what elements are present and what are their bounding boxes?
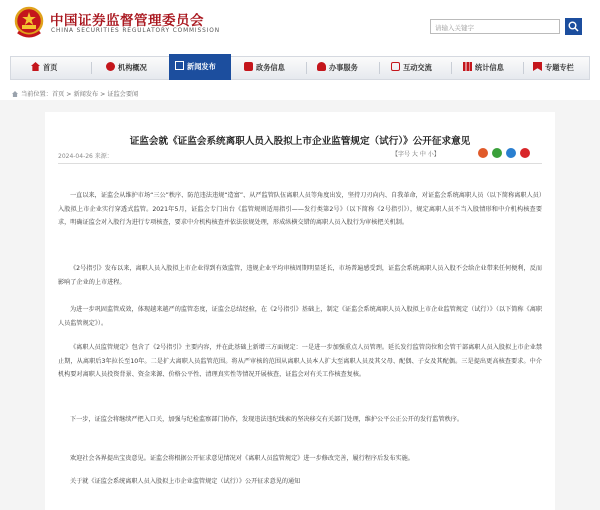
nav-divider bbox=[379, 62, 380, 74]
site-header bbox=[0, 0, 600, 50]
breadcrumb-home-link[interactable]: 首页 bbox=[51, 91, 65, 98]
article-title: 证监会就《证监会系统离职人员入股拟上市企业监管规定（试行）》公开征求意见 bbox=[129, 136, 471, 147]
article-paragraph: 欢迎社会各界提出宝贵意见。证监会将根据公开征求意见情况对《离职人员监管规定》进一步修改完善，履行程序后发布实施。 bbox=[70, 455, 414, 462]
news-icon bbox=[175, 61, 184, 70]
title-divider bbox=[58, 163, 542, 164]
site-title[interactable]: 中国证券监督管理委员会 bbox=[50, 13, 204, 29]
nav-home[interactable]: 首页 bbox=[31, 57, 57, 79]
article-paragraph: 为进一步巩固监管成效，体现越来越严的监管态度，证监会总结经验，在《2号指引》基础上，制定《证监会系统离职人员入股拟上市企业监管规定（试行）》（以下简称《离职人员监管规定》）。 bbox=[58, 306, 542, 327]
nav-statistics[interactable]: 统计信息 bbox=[463, 57, 504, 79]
print-icon[interactable] bbox=[478, 148, 488, 158]
article-date: 2024-04-26 来源： bbox=[58, 153, 113, 160]
bar-chart-icon bbox=[463, 62, 472, 71]
main-nav bbox=[10, 56, 590, 80]
nav-topics[interactable]: 专题专栏 bbox=[533, 57, 574, 79]
nav-news[interactable]: 新闻发布 bbox=[169, 54, 231, 80]
article-paragraph: 一直以来，证监会从维护市场“三公”秩序、防范违法违规“造富”、从严监管队伍离职人员等角度出发，坚持刀刃向内、自我革命，对证监会系统离职人员（以下简称离职人员）入股拟上市企业实行穿透式监管。2021年5月，证监会专门出台《监管规则适用指引——发行类第2号》（以下简称《2号指引》），规定离职人员不当入股情形和中介机构核查要求，明确证监会对入股行为进行专项核查，要求中介机构核查并依法依规处理，形成纵横交错的离职人员入股行为审核把关机制。 bbox=[58, 192, 542, 226]
user-icon bbox=[317, 62, 326, 71]
search-input[interactable]: 请输入关键字 bbox=[430, 19, 560, 34]
article-paragraph: 《离职人员监管规定》包含了《2号指引》主要内容，并在此基础上新增三方面规定：一是进一步加强重点人员管理。延长发行监管岗位和会管干部离职人员入股拟上市企业禁止期，从离职后3年拉长至10年。二是扩大离职人员监管范围。将从严审核的范围从离职人员本人扩大至离职人员及其父母、配偶、子女及其配偶。三是提出更高核查要求。中介机构要对离职人员投资背景、资金来源、价格公平性、清理真实性等情况开展核查，证监会对有关工作核查复核。 bbox=[58, 344, 542, 378]
nav-gov-info[interactable]: 政务信息 bbox=[244, 57, 285, 79]
wechat-share-icon[interactable] bbox=[492, 148, 502, 158]
breadcrumb: 当前位置：首页 > 新闻发布 > 证监会要闻 bbox=[12, 89, 138, 98]
home-icon bbox=[31, 62, 40, 71]
nav-services[interactable]: 办事服务 bbox=[317, 57, 358, 79]
bookmark-icon bbox=[533, 62, 542, 71]
search-button[interactable] bbox=[565, 18, 582, 35]
nav-divider bbox=[523, 62, 524, 74]
article-paragraph: 下一步，证监会将继续严把入口关，加强与纪检监察部门协作，发现违法违纪线索的坚决移交有关部门处理，维护公平公正公开的发行监管秩序。 bbox=[70, 416, 464, 423]
organization-icon bbox=[106, 62, 115, 71]
location-icon bbox=[12, 91, 18, 97]
nav-interaction[interactable]: 互动交流 bbox=[391, 57, 432, 79]
nav-divider bbox=[306, 62, 307, 74]
gov-info-icon bbox=[244, 62, 253, 71]
nav-organization[interactable]: 机构概况 bbox=[106, 57, 147, 79]
nav-divider bbox=[451, 62, 452, 74]
search-icon bbox=[568, 21, 579, 32]
weibo-share-icon[interactable] bbox=[520, 148, 530, 158]
font-size-controls[interactable]: 【字号 大 中 小】 bbox=[392, 151, 440, 158]
site-subtitle: CHINA SECURITIES REGULATORY COMMISSION bbox=[51, 28, 221, 34]
chat-icon bbox=[391, 62, 400, 71]
article-paragraph: 《2号指引》发布以来，离职人员入股拟上市企业得到有效监管，违规企业平均审核周期明显延长，市场普遍感受到，证监会系统离职人员入股不会给企业带来任何便利，反而影响了企业的上市进程。 bbox=[58, 265, 542, 286]
qzone-share-icon[interactable] bbox=[506, 148, 516, 158]
nav-divider bbox=[91, 62, 92, 74]
national-emblem-icon[interactable] bbox=[14, 6, 44, 40]
notice-link[interactable]: 关于就《证监会系统离职人员入股拟上市企业监管规定（试行）》公开征求意见的通知 bbox=[70, 478, 301, 485]
breadcrumb-news-link[interactable]: 新闻发布 bbox=[73, 91, 99, 98]
breadcrumb-current[interactable]: 证监会要闻 bbox=[107, 91, 139, 98]
